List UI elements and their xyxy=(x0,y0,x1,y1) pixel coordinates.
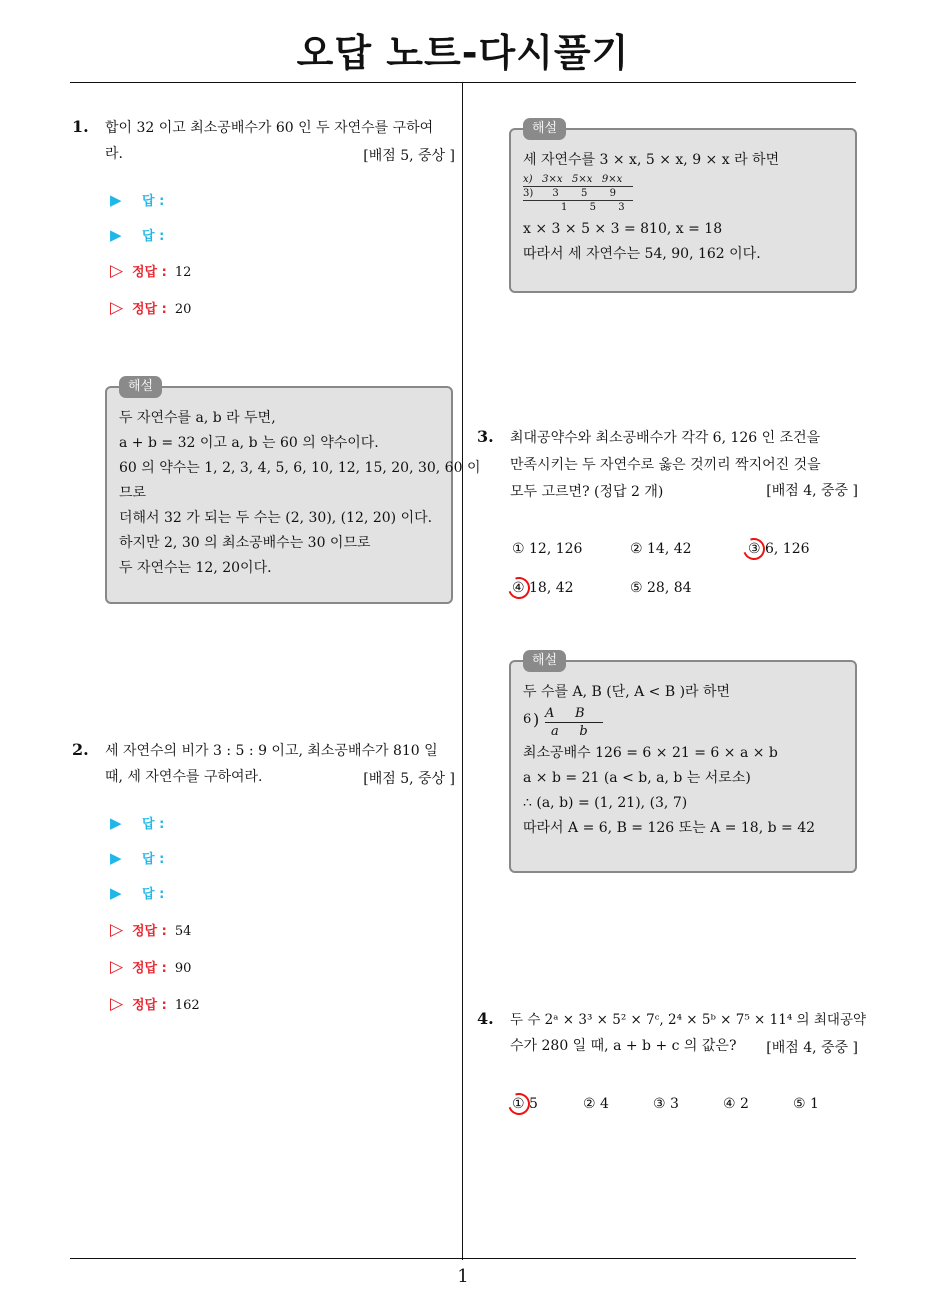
explain-line: a × b = 21 (a < b, a, b 는 서로소) xyxy=(523,770,751,786)
q4-text xyxy=(510,1007,867,1061)
correct-label: 정답 : xyxy=(132,265,167,280)
q2-explanation-box xyxy=(509,121,857,293)
division-bracket: ) xyxy=(533,710,540,729)
play-arrow-icon: ▶ xyxy=(110,849,122,867)
explain-line: 두 자연수는 12, 20이다. xyxy=(119,560,272,576)
correct-value: 162 xyxy=(174,998,200,1013)
division-row: 3) 3 5 9 xyxy=(523,186,633,200)
q1-correct-2 xyxy=(110,296,191,320)
outline-arrow-icon: ▷ xyxy=(110,920,124,940)
answer-label: 답 : xyxy=(142,229,165,244)
answer-label: 답 : xyxy=(142,817,165,832)
correct-label: 정답 : xyxy=(132,302,167,317)
division-divisor: 6 xyxy=(523,712,532,727)
q3-choice-4[interactable]: ④ 18, 42 xyxy=(512,580,574,596)
q3-line-1: 최대공약수와 최소공배수가 각각 6, 126 인 조건을 xyxy=(510,430,821,446)
q1-line-1: 합이 32 이고 최소공배수가 60 인 두 자연수를 구하여 xyxy=(105,120,434,136)
q4-choice-3[interactable]: ③ 3 xyxy=(653,1096,679,1112)
q3-choice-5[interactable]: ⑤ 28, 84 xyxy=(630,580,692,596)
q2-line-2: 때, 세 자연수를 구하여라. xyxy=(105,769,263,785)
explain-line: x × 3 × 5 × 3 = 810, x = 18 xyxy=(523,221,723,237)
answer-label: 답 : xyxy=(142,194,165,209)
page-title: 오답 노트-다시풀기 xyxy=(296,31,630,75)
explain-line: 세 자연수를 3 × x, 5 × x, 9 × x 라 하면 xyxy=(523,152,780,168)
q2-text xyxy=(105,738,455,792)
outline-arrow-icon: ▷ xyxy=(110,994,124,1014)
q1-explanation-box xyxy=(105,379,481,604)
correct-label: 정답 : xyxy=(132,924,167,939)
explanation-tag: 해설 xyxy=(523,118,566,140)
correct-value: 54 xyxy=(174,924,192,939)
division-row: x) 3×x 5×x 9×x xyxy=(523,174,623,185)
explain-line: 60 의 약수는 1, 2, 3, 4, 5, 6, 10, 12, 15, 20, 30, 60 이 xyxy=(119,460,481,476)
q2-correct-2 xyxy=(110,955,191,979)
play-arrow-icon: ▶ xyxy=(110,814,122,832)
explain-line: 따라서 세 자연수는 54, 90, 162 이다. xyxy=(523,246,761,262)
column-divider xyxy=(462,83,463,1260)
explain-line: 므로 xyxy=(119,485,147,501)
q2-line-1: 세 자연수의 비가 3 : 5 : 9 이고, 최소공배수가 810 일 xyxy=(105,743,438,759)
play-arrow-icon: ▶ xyxy=(110,226,122,244)
q3-line-3: 모두 고르면? (정답 2 개) xyxy=(510,484,664,500)
division-top: A B xyxy=(545,705,603,723)
q1-answer-1[interactable] xyxy=(110,188,164,212)
explain-line: a + b = 32 이고 a, b 는 60 의 약수이다. xyxy=(119,435,379,451)
q4-choice-5[interactable]: ⑤ 1 xyxy=(793,1096,819,1112)
q1-line-2: 라. xyxy=(105,146,123,162)
explanation-tag: 해설 xyxy=(523,650,566,672)
q4-score: [배점 4, 중중 ] xyxy=(766,1040,858,1056)
q3-choice-2[interactable]: ② 14, 42 xyxy=(630,541,692,557)
correct-value: 90 xyxy=(174,961,192,976)
outline-arrow-icon: ▷ xyxy=(110,261,124,281)
q4-number: 4. xyxy=(477,1009,494,1028)
q2-answer-2[interactable] xyxy=(110,846,164,870)
q4-line-2: 수가 280 일 때, a + b + c 의 값은? xyxy=(510,1038,737,1054)
correct-label: 정답 : xyxy=(132,998,167,1013)
q3-text xyxy=(510,425,858,505)
outline-arrow-icon: ▷ xyxy=(110,298,124,318)
play-arrow-icon: ▶ xyxy=(110,191,122,209)
q4-line-1: 두 수 2ᵃ × 3³ × 5² × 7ᶜ, 2⁴ × 5ᵇ × 7⁵ × 11⁴ 의 최대공약 xyxy=(510,1012,867,1028)
q1-score: [배점 5, 중상 ] xyxy=(363,148,455,164)
correct-value: 12 xyxy=(174,265,192,280)
top-rule xyxy=(70,82,856,83)
explain-line: 최소공배수 126 = 6 × 21 = 6 × a × b xyxy=(523,745,778,761)
explain-line: ∴ (a, b) = (1, 21), (3, 7) xyxy=(523,795,688,811)
q3-choice-1[interactable]: ① 12, 126 xyxy=(512,541,583,557)
division-row: 1 5 3 xyxy=(523,200,633,214)
q4-choices xyxy=(512,1092,852,1116)
explanation-tag: 해설 xyxy=(119,376,162,398)
answer-label: 답 : xyxy=(142,887,165,902)
explain-line: 더해서 32 가 되는 두 수는 (2, 30), (12, 20) 이다. xyxy=(119,510,433,526)
correct-label: 정답 : xyxy=(132,961,167,976)
q1-number: 1. xyxy=(72,117,89,136)
explain-line: 두 수를 A, B (단, A < B )라 하면 xyxy=(523,684,731,700)
page-number: 1 xyxy=(457,1266,469,1287)
play-arrow-icon: ▶ xyxy=(110,884,122,902)
outline-arrow-icon: ▷ xyxy=(110,957,124,977)
correct-value: 20 xyxy=(174,302,192,317)
answer-label: 답 : xyxy=(142,852,165,867)
bottom-rule xyxy=(70,1258,856,1259)
q3-choices-row2 xyxy=(512,576,852,600)
q2-score: [배점 5, 중상 ] xyxy=(363,771,455,787)
q3-line-2: 만족시키는 두 자연수로 옳은 것끼리 짝지어진 것을 xyxy=(510,457,821,473)
q1-correct-1 xyxy=(110,259,191,283)
q3-number: 3. xyxy=(477,427,494,446)
q2-number: 2. xyxy=(72,740,89,759)
explain-line: 두 자연수를 a, b 라 두면, xyxy=(119,410,276,426)
explain-line: 하지만 2, 30 의 최소공배수는 30 이므로 xyxy=(119,535,371,551)
q2-answer-3[interactable] xyxy=(110,881,164,905)
q3-choices-row1 xyxy=(512,537,852,561)
q4-choice-4[interactable]: ④ 2 xyxy=(723,1096,749,1112)
q3-explanation-box xyxy=(509,653,857,873)
q1-answer-2[interactable] xyxy=(110,223,164,247)
q1-text xyxy=(105,115,455,169)
q2-correct-1 xyxy=(110,918,191,942)
q4-choice-2[interactable]: ② 4 xyxy=(583,1096,609,1112)
q4-choice-1[interactable]: ① 5 xyxy=(512,1096,538,1112)
q3-score: [배점 4, 중중 ] xyxy=(766,483,858,499)
q3-choice-3[interactable]: ③ 6, 126 xyxy=(748,541,810,557)
explain-line: 따라서 A = 6, B = 126 또는 A = 18, b = 42 xyxy=(523,820,816,836)
q2-answer-1[interactable] xyxy=(110,811,164,835)
q3-division xyxy=(523,705,843,741)
division-bottom: a b xyxy=(551,724,588,739)
q2-correct-3 xyxy=(110,992,200,1016)
